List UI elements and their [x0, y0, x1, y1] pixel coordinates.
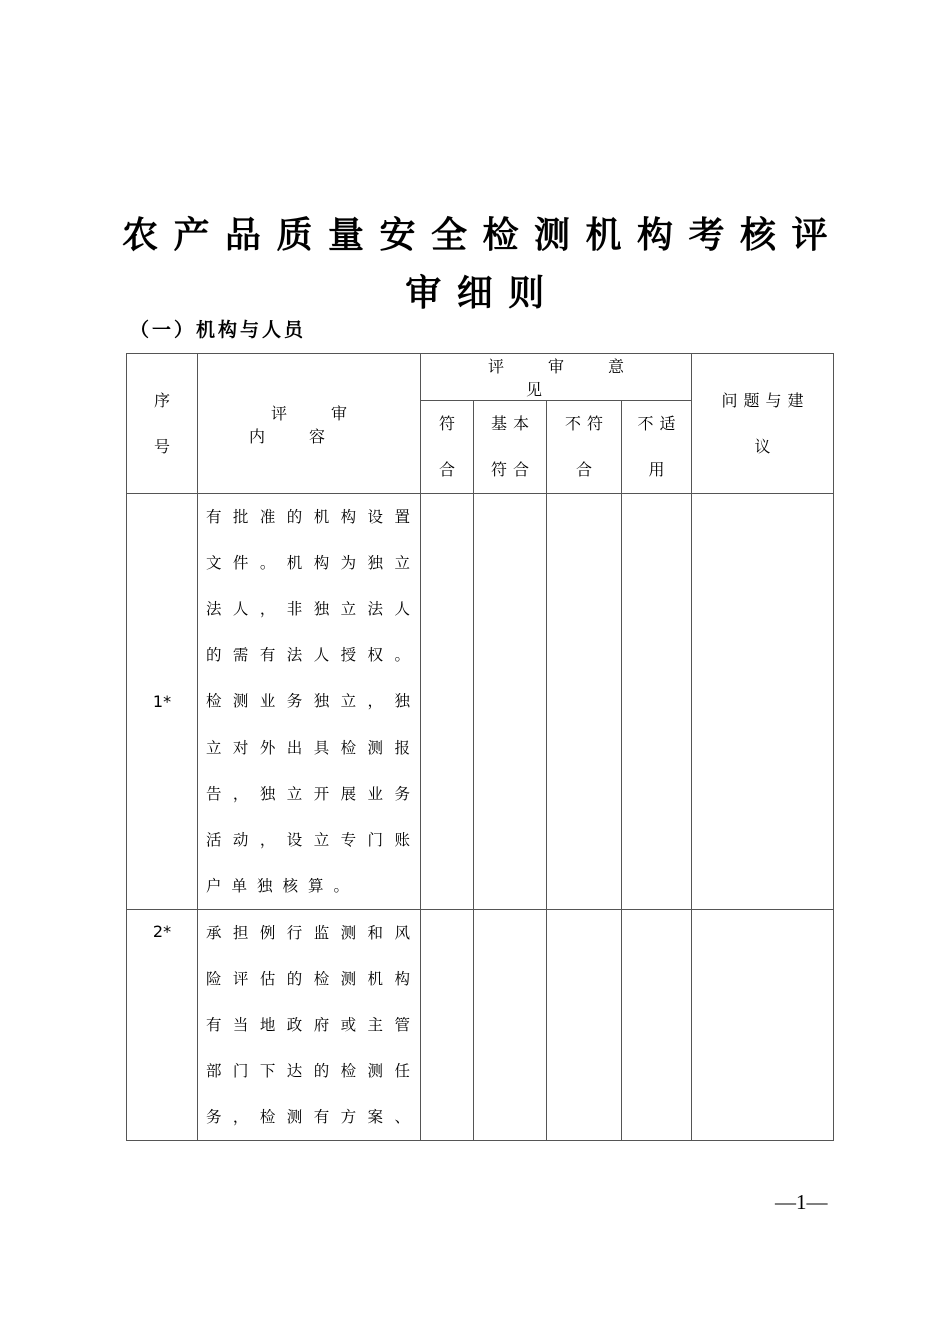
cell-nonconform[interactable]	[547, 910, 622, 1141]
cell-basic-conform[interactable]	[474, 494, 547, 910]
header-opinion: 评审意见	[421, 354, 692, 401]
header-basic-conform: 基本 符合	[474, 401, 547, 494]
cell-issue[interactable]	[692, 494, 834, 910]
cell-issue[interactable]	[692, 910, 834, 1141]
table-row	[127, 494, 834, 910]
row-seq: 2*	[127, 910, 198, 1141]
cell-not-applicable[interactable]	[622, 910, 692, 1141]
document-title	[0, 212, 950, 318]
row-seq: 1*	[127, 494, 198, 910]
table-row	[127, 910, 834, 1141]
review-table	[126, 353, 834, 1141]
section-heading: （一）机构与人员	[130, 319, 307, 341]
cell-nonconform[interactable]	[547, 494, 622, 910]
header-seq: 序 号	[127, 354, 198, 494]
title-line-2: 审细则	[405, 273, 560, 314]
cell-conform[interactable]	[421, 494, 474, 910]
page-number: —1—	[775, 1190, 828, 1214]
cell-conform[interactable]	[421, 910, 474, 1141]
header-row-1	[127, 354, 834, 401]
header-not-applicable: 不适 用	[622, 401, 692, 494]
header-conform: 符 合	[421, 401, 474, 494]
header-nonconform: 不符 合	[547, 401, 622, 494]
title-line-1: 农产品质量安全检测机构考核评	[121, 215, 843, 256]
header-content: 评审内容	[198, 354, 421, 494]
row-content: 承担例行监测和风 险评估的检测机构 有当地政府或主管 部门下达的检测任 务，检测有方案、	[198, 910, 421, 1141]
header-issue: 问题与建 议	[692, 354, 834, 494]
cell-basic-conform[interactable]	[474, 910, 547, 1141]
row-content: 有批准的机构设置 文件。机构为独立 法人，非独立法人 的需有法人授权。 检测业务独立，独 立对外出具检测报 告，独立开展业务 活动，设立专门账 户单独核算。	[198, 494, 421, 910]
cell-not-applicable[interactable]	[622, 494, 692, 910]
